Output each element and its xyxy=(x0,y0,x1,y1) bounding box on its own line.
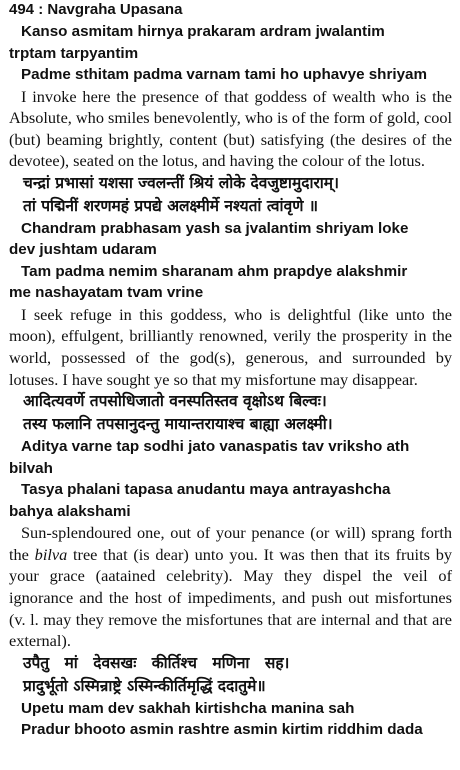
page-number: 494 xyxy=(9,1,35,18)
verse3-transliteration-line2-cont xyxy=(9,501,452,523)
verse1-translit-a: Kanso asmitam hirnya prakaram ardram jwalantim xyxy=(21,23,385,40)
verse2-translit-a: Chandram prabhasam yash sa jvalantim shriyam loke xyxy=(21,219,409,237)
verse2-transliteration-line1 xyxy=(9,218,452,240)
verse1-transliteration-line1-cont xyxy=(9,43,452,65)
book-title: Navgraha Upasana xyxy=(47,1,183,18)
verse2-translation: I seek refuge in this goddess, who is delightful (like unto the moon), effulgent, brilliantly renowned, verily the prosperity in the world, possessed of the god(s), generous, and surrounded by lotuses. I have sought ye so that my misfortune may disappear. xyxy=(9,304,452,389)
verse2-transliteration-line1-cont xyxy=(9,239,452,261)
verse3-translation-part2: tree that (is dear) unto you. It was then that its fruits by your grace (aatained celebrity). May they dispel the veil of ignorance and the host of impediments, and push out misfortunes (v. l. may they remove the misfortunes that are internal and that are external). xyxy=(9,544,452,651)
verse2-translit-a-cont: dev jushtam udaram xyxy=(9,241,157,259)
verse3-transliteration-line1 xyxy=(9,436,452,458)
verse2-devanagari-line1: चन्द्रां प्रभासां यशसा ज्वलन्तीं श्रियं लोके देवजुष्टामुदाराम्। xyxy=(23,173,339,192)
header-separator: : xyxy=(34,1,48,18)
verse3-translation xyxy=(9,522,452,652)
verse3-devanagari-line2: तस्य फलानि तपसानुदन्तु मायान्तरायाश्च बाह्या अलक्ष्मी। xyxy=(23,415,333,434)
verse4-transliteration-line2 xyxy=(9,719,452,741)
verse1-translit-b: Padme sthitam padma varnam tami ho uphavye shriyam xyxy=(21,66,427,83)
verse2-transliteration-line2-cont xyxy=(9,282,452,304)
verse4-translit-a: Upetu mam dev sakhah kirtishcha manina sah xyxy=(21,699,355,717)
verse3-translation-italic: bilva xyxy=(34,544,68,564)
verse3-translation-part1: Sun-splendoured one, out of your penance (or will) sprang forth the xyxy=(9,523,452,564)
verse1-translation: I invoke here the presence of that goddess of wealth who is the Absolute, who smiles benevolently, who is of the form of gold, cool (but) beaming brightly, content (but) satisfying (the desires of the devotee), seated on the lotus, and having the colour of the lotus. xyxy=(9,86,452,171)
verse2-transliteration-line2 xyxy=(9,261,452,283)
verse2-translit-b: Tam padma nemim sharanam ahm prapdye alakshmir xyxy=(21,262,408,280)
verse4-translit-b: Pradur bhooto asmin rashtre asmin kirtim riddhim dada xyxy=(21,721,423,739)
verse1-transliteration-line2 xyxy=(9,64,452,86)
verse3-devanagari-line1: आदित्यवर्णे तपसोधिजातो वनस्पतिस्तव वृक्षोऽथ बिल्वः। xyxy=(23,392,327,411)
verse1-translit-a-cont: trptam tarpyantim xyxy=(9,44,139,62)
verse3-translit-b: Tasya phalani tapasa anudantu maya antrayashcha xyxy=(21,481,391,499)
verse3-transliteration-line2 xyxy=(9,479,452,501)
verse1-transliteration-line1 xyxy=(9,21,452,43)
page-header xyxy=(9,0,452,20)
verse4-devanagari-line1: उपैतु मां देवसखः कीर्तिश्च मणिना सह। xyxy=(23,653,290,672)
verse2-translit-b-cont: me nashayatam tvam vrine xyxy=(9,284,204,302)
verse2-devanagari-line2: तां पद्मिनीं शरणमहं प्रपद्ये अलक्ष्मीर्मे नश्यतां त्वांवृणे ॥ xyxy=(23,196,319,215)
verse4-devanagari-line2: प्रादुर्भूतो ऽस्मिन्राष्ट्रे ऽस्मिन्कीर्तिमृद्धिं ददातुमे॥ xyxy=(23,676,266,695)
verse3-translit-a-cont: bilvah xyxy=(9,459,53,477)
verse3-translit-b-cont: bahya alakshami xyxy=(9,502,131,520)
verse3-translit-a: Aditya varne tap sodhi jato vanaspatis tav vriksho ath xyxy=(21,438,410,456)
verse3-transliteration-line1-cont xyxy=(9,458,452,480)
verse4-transliteration-line1 xyxy=(9,698,452,720)
